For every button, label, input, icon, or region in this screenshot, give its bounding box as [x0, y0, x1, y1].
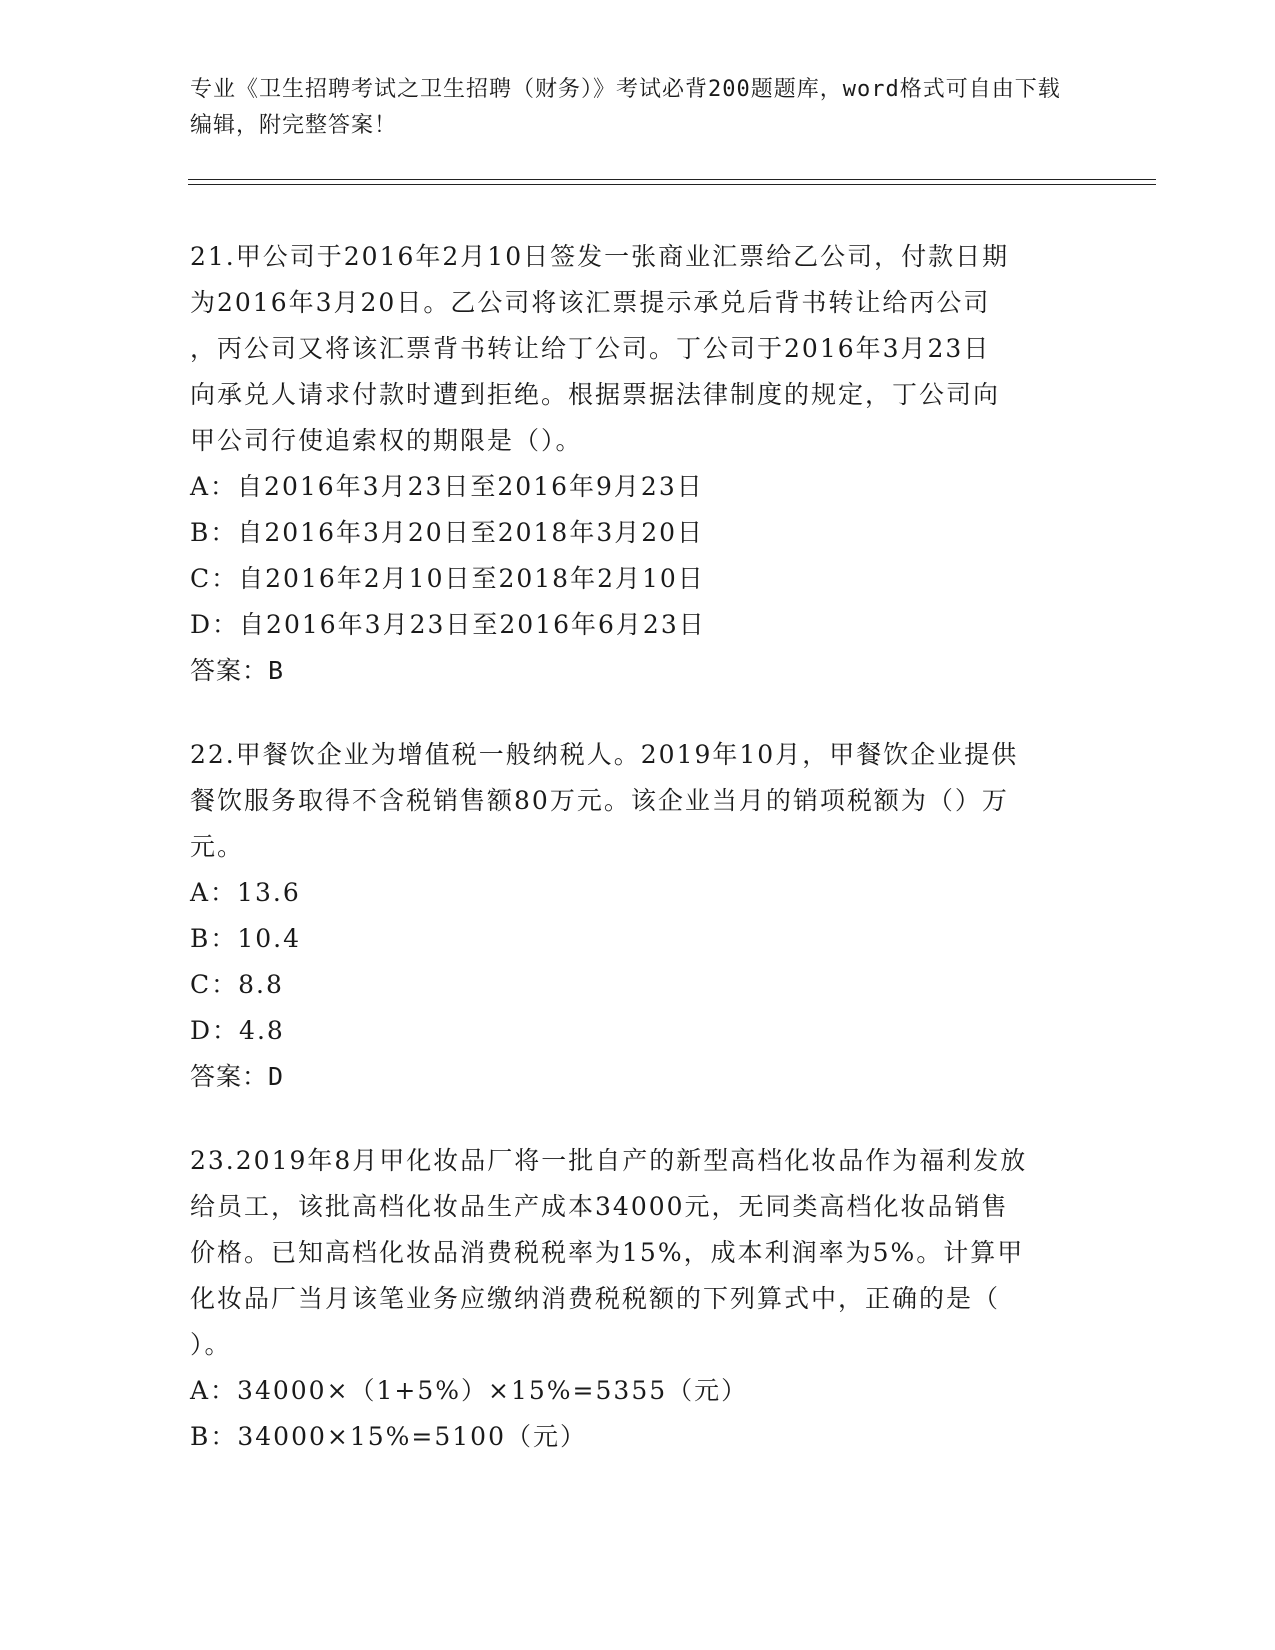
option-b: B：10.4 — [190, 924, 302, 953]
question-stem: 22.甲餐饮企业为增值税一般纳税人。2019年10月，甲餐饮企业提供 餐饮服务取得不含税销售额80万元。该企业当月的销项税额为（）万 元。 — [190, 740, 1019, 861]
option-c: C：8.8 — [190, 970, 284, 999]
header-text: 专业《卫生招聘考试之卫生招聘（财务）》考试必背200题题库，word格式可自由下载编辑，附完整答案！ — [190, 77, 1061, 138]
option-a: A：13.6 — [190, 878, 301, 907]
answer-line: 答案：D — [190, 1062, 285, 1091]
header-rule-bottom — [188, 184, 1156, 185]
answer-line: 答案：B — [190, 656, 285, 685]
question-21 — [190, 234, 1070, 694]
header-rule-top — [188, 179, 1156, 180]
option-b: B：34000×15%=5100（元） — [190, 1422, 587, 1451]
document-header — [190, 72, 1070, 144]
question-23 — [190, 1138, 1070, 1460]
option-a: A：自2016年3月23日至2016年9月23日 — [190, 472, 704, 501]
question-stem: 23.2019年8月甲化妆品厂将一批自产的新型高档化妆品作为福利发放 给员工，该批高档化妆品生产成本34000元，无同类高档化妆品销售 价格。已知高档化妆品消费税税率为15%，成本利润率为5%。计算甲 化妆品厂当月该笔业务应缴纳消费税税额的下列算式中，正确的是（ ）。 — [190, 1146, 1028, 1359]
question-22 — [190, 732, 1070, 1100]
option-b: B：自2016年3月20日至2018年3月20日 — [190, 518, 705, 547]
option-c: C：自2016年2月10日至2018年2月10日 — [190, 564, 705, 593]
option-a: A：34000×（1+5%）×15%=5355（元） — [190, 1376, 749, 1405]
question-stem: 21.甲公司于2016年2月10日签发一张商业汇票给乙公司，付款日期 为2016年3月20日。乙公司将该汇票提示承兑后背书转让给丙公司 ，丙公司又将该汇票背书转让给丁公司。丁公司于2016年3月23日 向承兑人请求付款时遭到拒绝。根据票据法律制度的规定，丁公司向 甲公司行使追索权的期限是（）。 — [190, 242, 1010, 455]
option-d: D：自2016年3月23日至2016年6月23日 — [190, 610, 706, 639]
question-list — [190, 234, 1070, 1498]
option-d: D：4.8 — [190, 1016, 285, 1045]
